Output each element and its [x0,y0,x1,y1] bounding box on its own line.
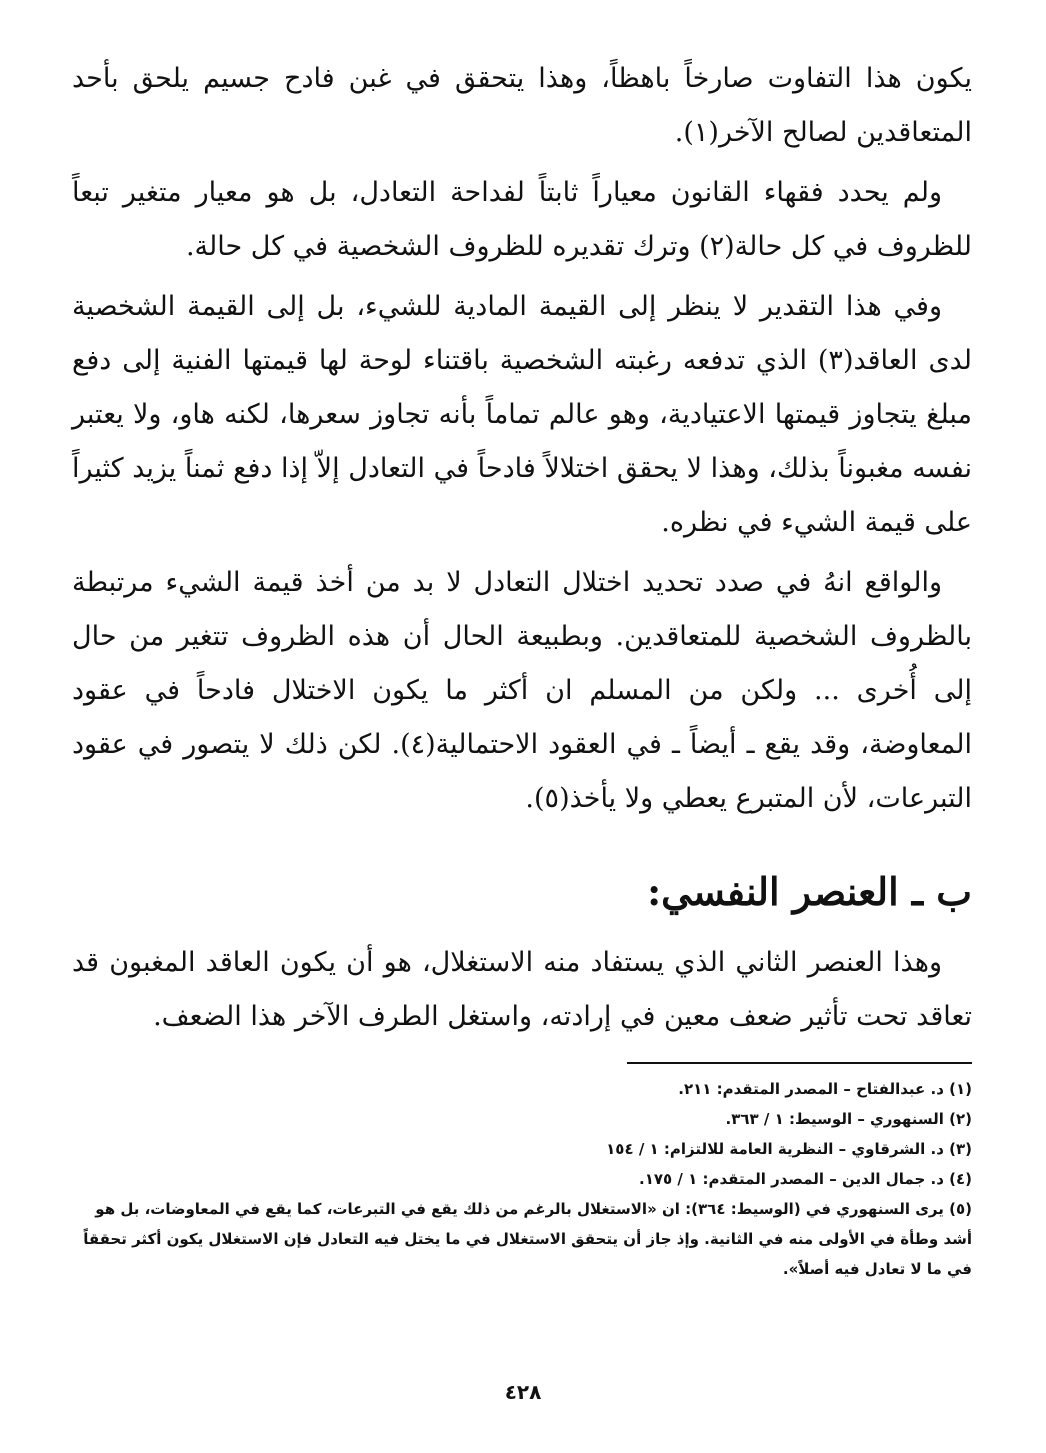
footnote: (٤) د. جمال الدين – المصدر المتقدم: ١ / ١٧٥. [639,1170,972,1188]
body-paragraph: ولم يحدد فقهاء القانون معياراً ثابتاً لفداحة التعادل، بل هو معيار متغير تبعاً للظروف في كل حالة(٢) وترك تقديره للظروف الشخصية في كل حالة. [72,177,972,262]
footnote: (٢) السنهوري – الوسيط: ١ / ٣٦٣. [725,1110,972,1128]
page-content [72,52,972,1284]
body-paragraph: وفي هذا التقدير لا ينظر إلى القيمة المادية للشيء، بل إلى القيمة الشخصية لدى العاقد(٣) الذي تدفعه رغبته الشخصية باقتناء لوحة لها قيمتها الفنية إلى دفع مبلغ يتجاوز قيمتها الاعتيادية، وهو عالم تماماً بأنه تجاوز سعرها، لكنه هاو، ولا يعتبر نفسه مغبوناً بذلك، وهذا لا يحقق اختلالاً فادحاً في التعادل إلاّ إذا دفع ثمناً يزيد كثيراً على قيمة الشيء في نظره. [72,291,972,538]
footnote: (٥) يرى السنهوري في (الوسيط: ٣٦٤): ان «الاستغلال بالرغم من ذلك يقع في التبرعات، كما يقع في المعاوضات، بل هو أشد وطأة في الأولى منه في الثانية. وإذ جاز أن يتحقق الاستغلال في ما يختل فيه التعادل فإن الاستغلال يكون أكثر تحققاً في ما لا تعادل فيه أصلاً». [83,1200,972,1278]
footnote-divider [627,1062,972,1064]
footnote: (١) د. عبدالفتاح – المصدر المتقدم: ٢١١. [678,1080,972,1098]
footnote: (٣) د. الشرقاوي – النظرية العامة للالتزام: ١ / ١٥٤ [606,1140,972,1158]
footnotes [72,1074,972,1284]
page-number: ٤٢٨ [504,1380,542,1404]
body-paragraph: والواقع انهُ في صدد تحديد اختلال التعادل لا بد من أخذ قيمة الشيء مرتبطة بالظروف الشخصية للمتعاقدين. وبطبيعة الحال أن هذه الظروف تتغير من حال إلى أُخرى ... ولكن من المسلم ان أكثر ما يكون الاختلال فادحاً في عقود المعاوضة، وقد يقع ـ أيضاً ـ في العقود الاحتمالية(٤). لكن ذلك لا يتصور في عقود التبرعات، لأن المتبرع يعطي ولا يأخذ(٥). [72,567,972,814]
body-paragraph: يكون هذا التفاوت صارخاً باهظاً، وهذا يتحقق في غبن فادح جسيم يلحق بأحد المتعاقدين لصالح الآخر(١). [72,63,972,148]
section-heading: ب ـ العنصر النفسي: [647,869,972,914]
body-paragraph: وهذا العنصر الثاني الذي يستفاد منه الاستغلال، هو أن يكون العاقد المغبون قد تعاقد تحت تأثير ضعف معين في إرادته، واستغل الطرف الآخر هذا الضعف. [72,947,972,1032]
